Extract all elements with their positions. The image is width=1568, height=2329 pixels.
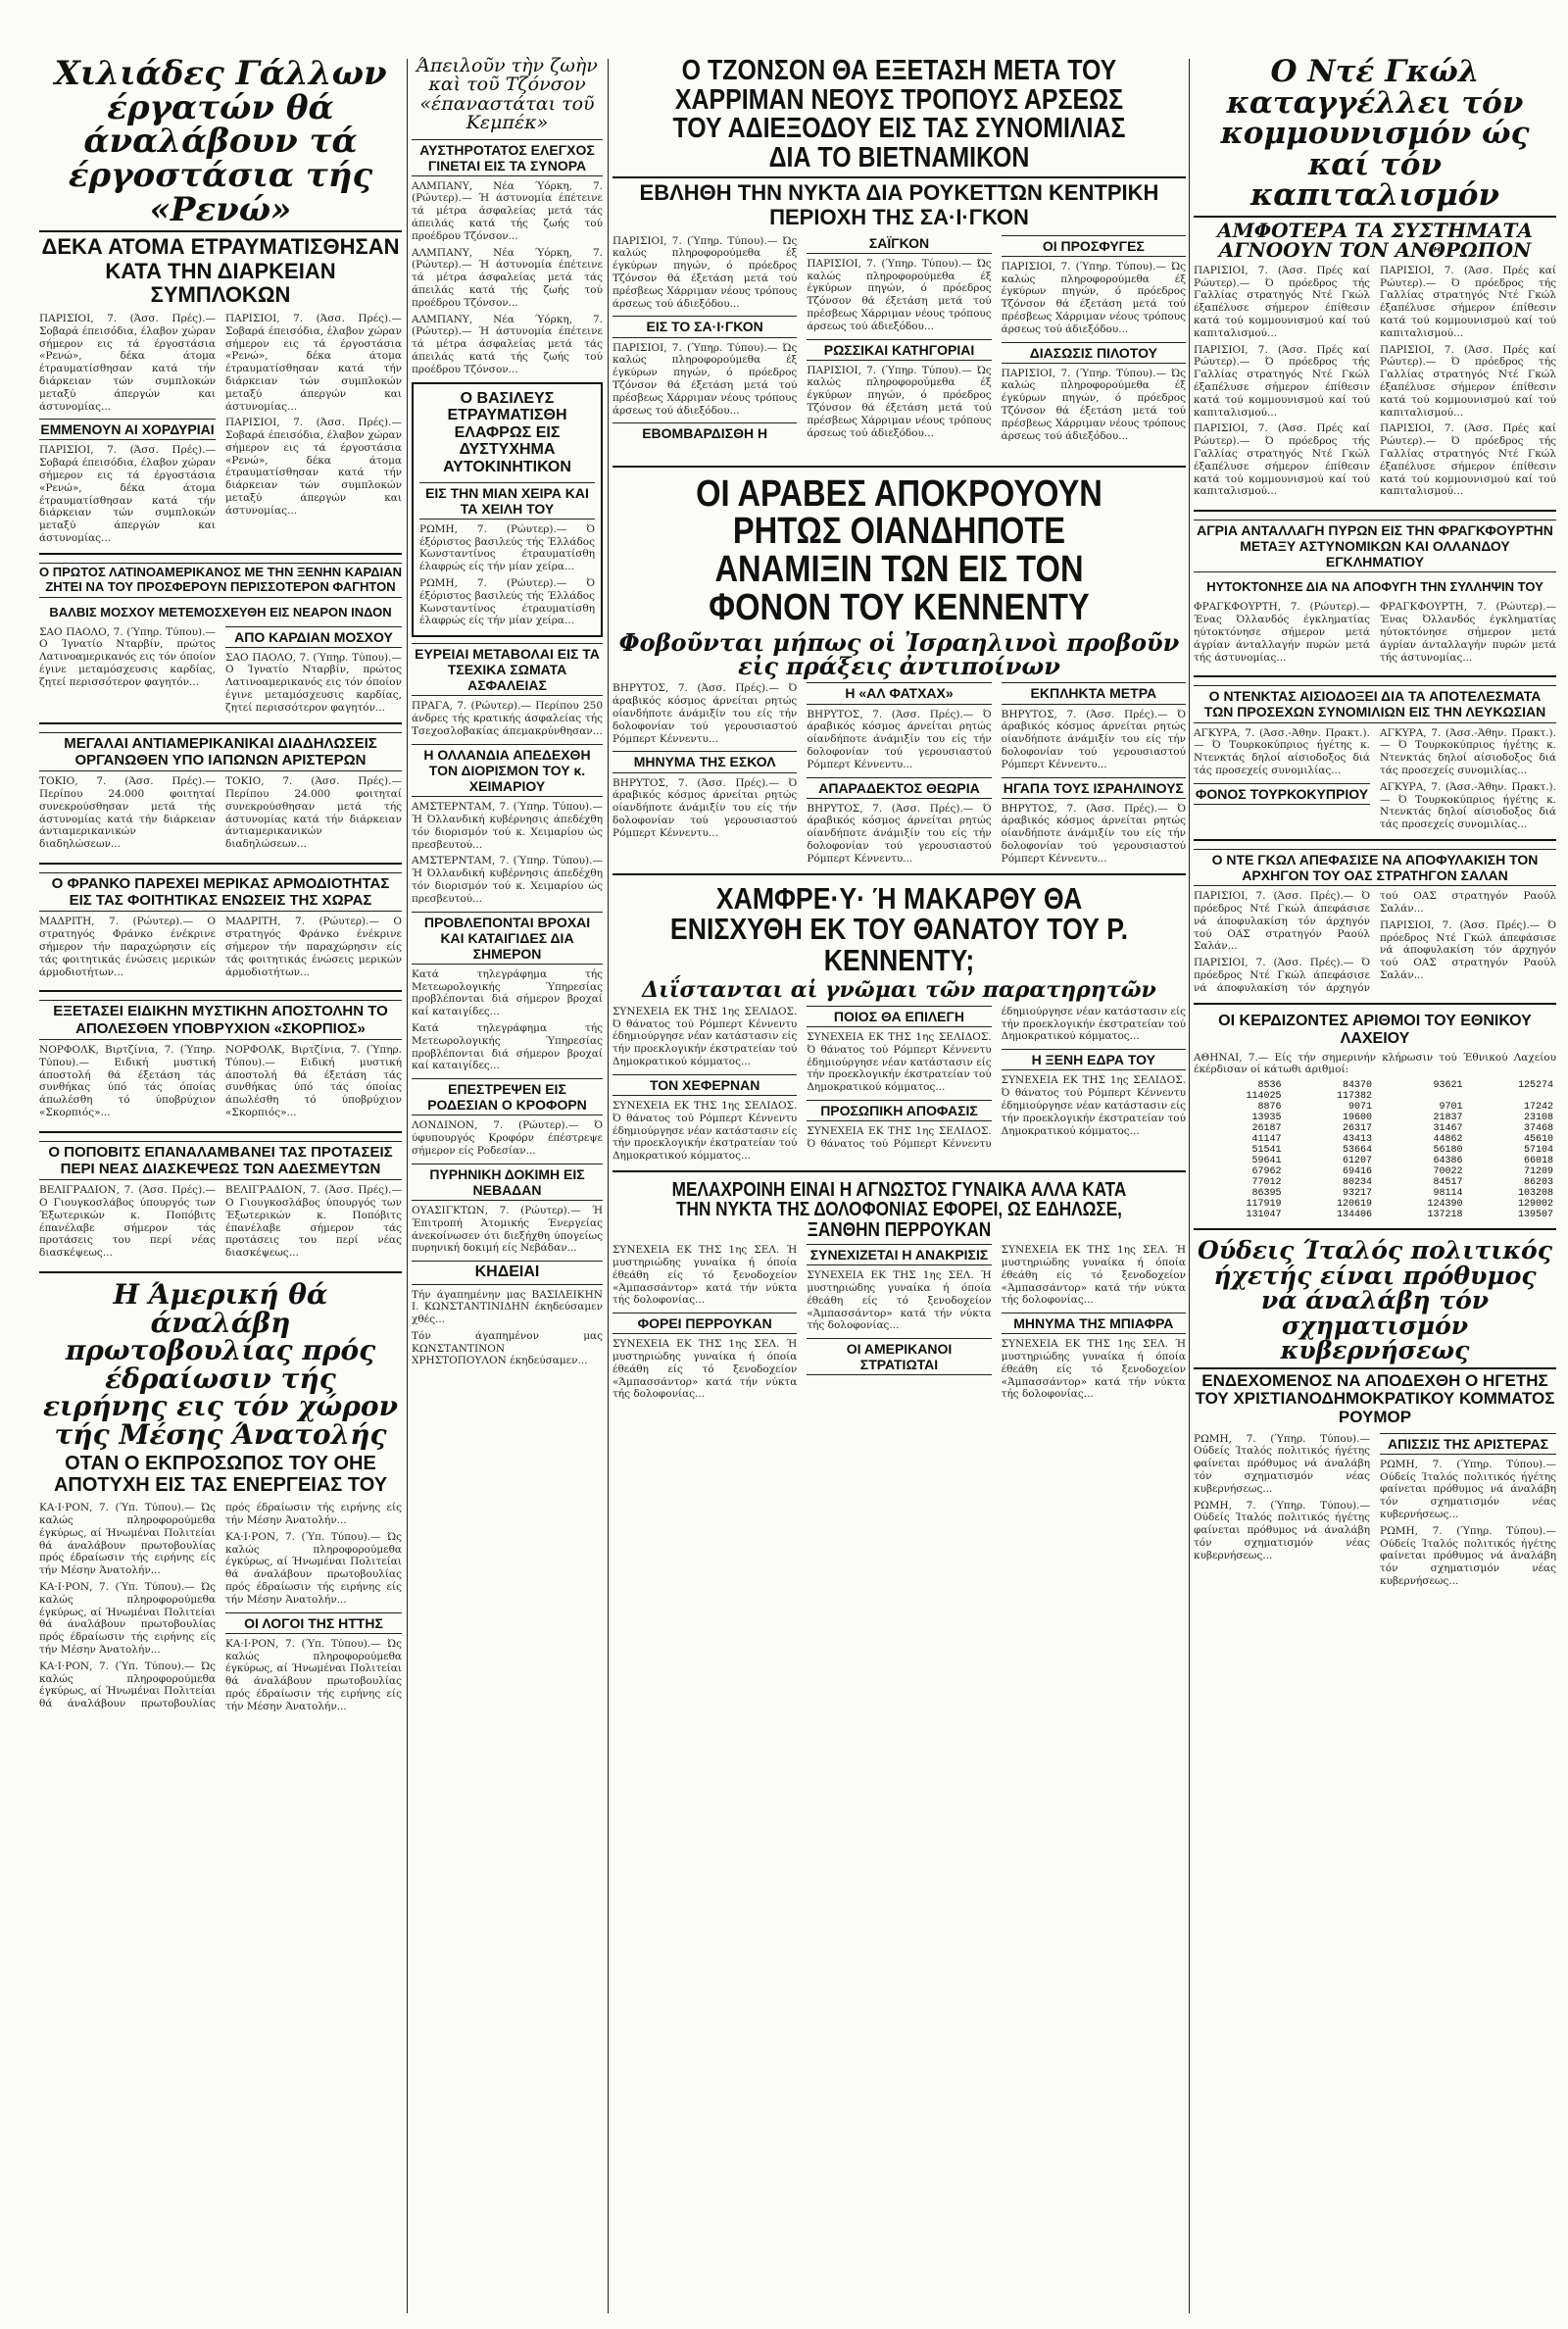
article-text: ΠΑΡΙΣΙΟΙ, 7. (Ύπηρ. Τύπου).— Ώς καλώς πληροφορούμεθα έξ έγκύρων πηγών, ό πρόεδρος Τζόνσον θά έξετάση μετά τού πρέσβεως Χάρριμαν νέους τρόπους άρσεως τού άδιεξόδου...: [612, 341, 798, 417]
subheadline: ΔΕΚΑ ΑΤΟΜΑ ΕΤΡΑΥΜΑΤΙΣΘΗΣΑΝ ΚΑΤΑ ΤΗΝ ΔΙΑΡΚΕΙΑΝ ΣΥΜΠΛΟΚΩΝ: [39, 230, 402, 307]
headline: Ο ΤΖΟΝΣΟΝ ΘΑ ΕΞΕΤΑΣΗ ΜΕΤΑ ΤΟΥ ΧΑΡΡΙΜΑΝ ΝΕΟΥΣ ΤΡΟΠΟΥΣ ΑΡΣΕΩΣ ΤΟΥ ΑΔΙΕΞΟΔΟΥ ΕΙΣ ΤΑΣ ΣΥΝΟΜΙΛΙΑΣ ΔΙΑ ΤΟ ΒΙΕΤΝΑΜΙΚΟΝ: [672, 55, 1126, 173]
article-text: ΣΥΝΕΧΕΙΑ ΕΚ ΤΗΣ 1ης ΣΕΛΙΔΟΣ. Ό θάνατος τού Ρόμπερτ Κέννεντυ έδημιούργησε νέαν κατάστασιν είς τήν προεκλογικήν έκστρατείαν τού Δημοκρατικού κόμματος...: [807, 1030, 992, 1094]
lottery-table: [1194, 1080, 1556, 1220]
lottery-number: 70022: [1433, 1166, 1463, 1178]
lottery-row: [1194, 1102, 1556, 1113]
lottery-number: 8876: [1257, 1102, 1282, 1114]
lottery-number: 86203: [1523, 1177, 1553, 1189]
article-text: ΠΑΡΙΣΙΟΙ, 7. (Άσσ. Πρές καί Ρώυτερ).— Ό πρόεδρος τής Γαλλίας στρατηγός Ντέ Γκώλ έξαπέλυσε σήμερον έπίθεσιν κατά τού κομμουνισμού καί τού καπιταλισμού...: [1194, 422, 1370, 498]
article-text: ΑΘΗΝΑΙ, 7.— Είς τήν σημερινήν κλήρωσιν τού Έθνικού Λαχείου έκέρδισαν οί κάτωθι άριθμοί:: [1194, 1051, 1556, 1076]
article-text: ΡΩΜΗ, 7. (Ρώυτερ).— Ό έξόριστος βασιλεύς τής Έλλάδος Κωνσταντίνος έτραυματίσθη έλαφρώς είς τήν μίαν χείρα...: [419, 522, 595, 573]
lottery-number: 120619: [1336, 1199, 1372, 1211]
column-rule: [608, 59, 609, 2313]
article-text: ΠΑΡΙΣΙΟΙ, 7. (Άσσ. Πρές).— Σοβαρά έπεισόδια, έλαβον χώραν σήμερον εις τά έργοστάσια «Ρενώ», δέκα άτομα έτραυματίσθησαν κατά τήν διάρκειαν τών συμπλοκών μεταξύ άπεργών και άστυνομίας...: [39, 444, 216, 544]
article-text: Κατά τηλεγράφημα τής Μετεωρολογικής Ύπηρεσίας προβλέπονται διά σήμερον βροχαί καί καταιγίδες...: [412, 1021, 603, 1072]
lottery-number: 134406: [1336, 1210, 1372, 1221]
lottery-number: 86395: [1251, 1188, 1282, 1200]
article-text: ΠΑΡΙΣΙΟΙ, 7. (Άσσ. Πρές καί Ρώυτερ).— Ό πρόεδρος τής Γαλλίας στρατηγός Ντέ Γκώλ έξαπέλυσε σήμερον έπίθεσιν κατά τού κομμουνισμού καί τού καπιταλισμού...: [1194, 343, 1370, 419]
lottery-number: 61207: [1342, 1156, 1372, 1167]
headline: Ο ΠΟΠΟΒΙΤΣ ΕΠΑΝΑΛΑΜΒΑΝΕΙ ΤΑΣ ΠΡΟΤΑΣΕΙΣ ΠΕΡΙ ΝΕΑΣ ΔΙΑΣΚΕΨΕΩΣ ΤΩΝ ΑΔΕΣΜΕΥΤΩΝ: [39, 1141, 402, 1181]
lottery-number: 93621: [1433, 1080, 1463, 1092]
article-text: ΣΥΝΕΧΕΙΑ ΕΚ ΤΗΣ 1ης ΣΕΛ. Ή μυστηριώδης γυναίκα ή όποία έθεάθη είς τό ξενοδοχείον «Άμπασσάντορ» κατά τήν νύκτα τής δολοφονίας...: [1001, 1338, 1186, 1401]
article-text: ΒΗΡΥΤΟΣ, 7. (Άσσ. Πρές).— Ό άραβικός κόσμος άρνείται ρητώς οίανδήποτε άνάμιξίν του είς τήν δολοφονίαν τού γερουσιαστού Ρόμπερτ Κέννεντυ...: [807, 802, 992, 865]
lottery-number: 67962: [1251, 1166, 1282, 1178]
article-text: Τήν άγαπημένην μας ΒΑΣΙΛΕΙΚΗΝ Ι. ΚΩΝΣΤΑΝΤΙΝΙΔΗΝ έκηδεύσαμεν χθές...: [412, 1288, 603, 1326]
article-text: ΒΗΡΥΤΟΣ, 7. (Άσσ. Πρές).— Ό άραβικός κόσμος άρνείται ρητώς οίανδήποτε άνάμιξίν του είς τήν δολοφονίαν τού γερουσιαστού Ρόμπερτ Κέννεντυ...: [807, 708, 992, 770]
column-2: [412, 57, 603, 1371]
lottery-number: 59641: [1251, 1156, 1282, 1167]
article-text: Κατά τηλεγράφημα τής Μετεωρολογικής Ύπηρεσίας προβλέπονται διά σήμερον βροχαί καί καταιγίδες...: [412, 967, 603, 1018]
lottery-number: 103208: [1517, 1188, 1553, 1200]
article-text: ΑΛΜΠΑΝΥ, Νέα Ύόρκη, 7. (Ρώυτερ).— Ή άστυνομία έπέτεινε τά μέτρα άσφαλείας μετά τάς άπειλάς κατά τής ζωής τού προέδρου Τζόνσον...: [412, 179, 603, 242]
article-text: ΣΥΝΕΧΕΙΑ ΕΚ ΤΗΣ 1ης ΣΕΛ. Ή μυστηριώδης γυναίκα ή όποία έθεάθη είς τό ξενοδοχείον «Άμπασσάντορ» κατά τήν νύκτα τής δολοφονίας...: [612, 1338, 798, 1401]
article-text: ΣΑΟ ΠΑΟΛΟ, 7. (Ύπηρ. Τύπου).— Ο Ίγνατίο Νταρβίν, πρώτος Λατινοαμερικανός εις τόν όποίον έγινε μεταμόσχευσις καρδίας, ζητεί περισσότερον φαγητόν...: [39, 625, 216, 688]
article-text: ΑΓΚΥΡΑ, 7. (Άσσ.-Άθην. Πρακτ.).— Ό Τουρκοκύπριος ήγέτης κ. Ντενκτάς δηλοί αίσιοδοξος διά τάς προσεχείς συνομιλίας...: [1380, 726, 1556, 776]
headline: ΕΞΕΤΑΣΕΙ ΕΙΔΙΚΗΝ ΜΥΣΤΙΚΗΝ ΑΠΟΣΤΟΛΗΝ ΤΟ ΑΠΟΛΕΣΘΕΝ ΥΠΟΒΡΥΧΙΟΝ «ΣΚΟΡΠΙΟΣ»: [39, 1000, 402, 1040]
subheadline: Φοβοῦνται μήπως οἱ Ἰσραηλινοὶ προβοῦν εἰς πράξεις ἀντιποίνων: [618, 627, 1180, 680]
lottery-row: [1194, 1188, 1556, 1199]
headline: Ο ΝΤΕΝΚΤΑΣ ΑΙΣΙΟΔΟΞΕΙ ΔΙΑ ΤΑ ΑΠΟΤΕΛΕΣΜΑΤΑ ΤΩΝ ΠΡΟΣΕΧΩΝ ΣΥΝΟΜΙΛΙΩΝ ΕΙΣ ΤΗΝ ΛΕΥΚΩΣΙΑΝ: [1194, 685, 1556, 722]
lottery-number: 57104: [1523, 1145, 1553, 1157]
headline: ΜΕΛΑΧΡΟΙΝΗ ΕΙΝΑΙ Η ΑΓΝΩΣΤΟΣ ΓΥΝΑΙΚΑ ΑΛΛΑ ΚΑΤΑ ΤΗΝ ΝΥΚΤΑ ΤΗΣ ΔΟΛΟΦΟΝΙΑΣ ΕΦΟΡΕΙ, ΩΣ ΕΔΗΛΩΣΕ, ΞΑΝΘΗΝ ΠΕΡΡΟΥΚΑΝ: [671, 1178, 1127, 1241]
article-text: ΠΑΡΙΣΙΟΙ, 7. (Άσσ. Πρές).— Σοβαρά έπεισόδια, έλαβον χώραν σήμερον εις τά έργοστάσια «Ρενώ», δέκα άτομα έτραυματίσθησαν κατά τήν διάρκειαν τών συμπλοκών μεταξύ άπεργών και άστυνομίας...: [225, 417, 402, 517]
lottery-number: 117382: [1336, 1091, 1372, 1103]
column-rule: [1189, 59, 1190, 2313]
article-text: ΣΥΝΕΧΕΙΑ ΕΚ ΤΗΣ 1ης ΣΕΛΙΔΟΣ. Ό θάνατος τού Ρόμπερτ Κέννεντυ έδημιούργησε νέαν κατάστασιν είς τήν προεκλογικήν έκστρατείαν τού Δημοκρατικού κόμματος...: [807, 1005, 1186, 1150]
article-text: ΒΗΡΥΤΟΣ, 7. (Άσσ. Πρές).— Ό άραβικός κόσμος άρνείται ρητώς οίανδήποτε άνάμιξίν του είς τήν δολοφονίαν τού γερουσιαστού Ρόμπερτ Κέννεντυ...: [1001, 708, 1186, 770]
subheadline: ΟΤΑΝ Ο ΕΚΠΡΟΣΩΠΟΣ ΤΟΥ ΟΗΕ ΑΠΟΤΥΧΗ ΕΙΣ ΤΑΣ ΕΝΕΡΓΕΙΑΣ ΤΟΥ: [53, 1453, 388, 1497]
subheadline: ΕΒΛΗΘΗ ΤΗΝ ΝΥΚΤΑ ΔΙΑ ΡΟΥΚΕΤΤΩΝ ΚΕΝΤΡΙΚΗ ΠΕΡΙΟΧΗ ΤΗΣ ΣΑ·Ι·ΓΚΟΝ: [612, 176, 1186, 228]
article-text: ΣΥΝΕΧΕΙΑ ΕΚ ΤΗΣ 1ης ΣΕΛΙΔΟΣ. Ό θάνατος τού Ρόμπερτ Κέννεντυ έδημιούργησε νέαν κατάστασιν είς τήν προεκλογικήν έκστρατείαν τού Δημοκρατικού κόμματος...: [612, 1005, 798, 1068]
column-rule: [407, 59, 408, 2313]
lottery-number: 8536: [1257, 1080, 1282, 1092]
lottery-number: 137218: [1427, 1210, 1463, 1221]
lottery-number: 44862: [1433, 1134, 1463, 1146]
subheadline: ΒΑΛΒΙΣ ΜΟΣΧΟΥ ΜΕΤΕΜΟΣΧΕΥΘΗ ΕΙΣ ΝΕΑΡΟΝ ΙΝΔΟΝ: [49, 604, 392, 619]
headline: Χιλιάδες Γάλλων έργατών θά άναλάβουν τά έργοστάσια τής «Ρενώ»: [54, 54, 387, 229]
article-text: ΠΑΡΙΣΙΟΙ, 7. (Ύπηρ. Τύπου).— Ώς καλώς πληροφορούμεθα έξ έγκύρων πηγών, ό πρόεδρος Τζόνσον θά έξετάση μετά τού πρέσβεως Χάρριμαν νέους τρόπους άρσεως τού άδιεξόδου...: [1001, 367, 1186, 442]
article-text: ΜΑΔΡΙΤΗ, 7. (Ρώυτερ).— Ο στρατηγός Φράνκο ένέκρινε σήμερον τήν παραχώρησιν είς τάς φοιτητικάς ένώσεις μερικών άρμοδιοτήτων...: [39, 916, 216, 978]
lottery-number: 71209: [1523, 1166, 1553, 1178]
headline: ΧΑΜΦΡΕ·Υ· Ή ΜΑΚΑΡΘΥ ΘΑ ΕΝΙΣΧΥΘΗ ΕΚ ΤΟΥ ΘΑΝΑΤΟΥ ΤΟΥ Ρ. ΚΕΝΝΕΝΤΥ;: [669, 880, 1129, 977]
lottery-number: 80234: [1342, 1177, 1372, 1189]
article-text: ΣΥΝΕΧΕΙΑ ΕΚ ΤΗΣ 1ης ΣΕΛ. Ή μυστηριώδης γυναίκα ή όποία έθεάθη είς τό ξενοδοχείον «Άμπασσάντορ» κατά τήν νύκτα τής δολοφονίας...: [612, 1244, 798, 1307]
section-heading: ΟΙ ΛΟΓΟΙ ΤΗΣ ΗΤΤΗΣ: [225, 1612, 402, 1634]
article-text: ΑΜΣΤΕΡΝΤΑΜ, 7. (Ύπηρ. Τύπου).— Ή Όλλανδική κυβέρνησις άπεδέχθη τόν διορισμόν τού κ. Χειμαρίου ώς πρεσβευτού...: [412, 855, 603, 905]
article-text: ΠΑΡΙΣΙΟΙ, 7. (Άσσ. Πρές).— Ό πρόεδρος Ντέ Γκώλ άπεφάσισε νά άποφυλακίση τόν άρχηγόν τού ΟΑΣ στρατηγόν Ραούλ Σαλάν...: [1194, 890, 1556, 994]
headline: Ο ΦΡΑΝΚΟ ΠΑΡΕΧΕΙ ΜΕΡΙΚΑΣ ΑΡΜΟΔΙΟΤΗΤΑΣ ΕΙΣ ΤΑΣ ΦΟΙΤΗΤΙΚΑΣ ΕΝΩΣΕΙΣ ΤΗΣ ΧΩΡΑΣ: [39, 872, 402, 913]
article-text: ΚΑ·Ι·ΡΟΝ, 7. (Ύπ. Τύπου).— Ώς καλώς πληροφορούμεθα έγκύρως, αί Ήνωμέναι Πολιτείαι θά άναλάβουν πρωτοβουλίας πρός έδραίωσιν τής ειρήνης είς τήν Μέσην Άνατολήν...: [39, 1581, 216, 1657]
lottery-number: 41147: [1251, 1134, 1282, 1146]
lottery-number: 117919: [1246, 1199, 1282, 1211]
section-heading: ΟΙ ΑΜΕΡΙΚΑΝΟΙ ΣΤΡΑΤΙΩΤΑΙ: [807, 1338, 991, 1375]
article-text: ΡΩΜΗ, 7. (Ύπηρ. Τύπου).— Ούδείς Ίταλός πολιτικός ήγέτης φαίνεται πρόθυμος νά άναλάβη τόν σχηματισμόν νέας κυβερνήσεως...: [1194, 1432, 1370, 1495]
article-text: ΠΑΡΙΣΙΟΙ, 7. (Άσσ. Πρές).— Σοβαρά έπεισόδια, έλαβον χώραν σήμερον εις τά έργοστάσια «Ρενώ», δέκα άτομα έτραυματίσθησαν κατά τήν διάρκειαν τών συμπλοκών μεταξύ άπεργών και άστυνομίας...: [225, 312, 402, 413]
lottery-number: 17242: [1523, 1102, 1553, 1114]
article-text: ΒΕΛΙΓΡΑΔΙΟΝ, 7. (Άσσ. Πρές).— Ο Γιουγκοσλάβος ύπουργός των Έξωτερικών κ. Ποπόβιτς έπανέλαβε σήμερον τάς προτάσεις του περί νέας διασκέψεως...: [39, 1184, 216, 1260]
lottery-number: [1375, 1091, 1466, 1102]
article-text: ΠΑΡΙΣΙΟΙ, 7. (Ύπηρ. Τύπου).— Ώς καλώς πληροφορούμεθα έξ έγκύρων πηγών, ό πρόεδρος Τζόνσον θά έξετάση μετά τού πρέσβεως Χάρριμαν νέους τρόπους άρσεως τού άδιεξόδου...: [807, 257, 992, 332]
lottery-row: [1194, 1210, 1556, 1220]
article-text: ΑΛΜΠΑΝΥ, Νέα Ύόρκη, 7. (Ρώυτερ).— Ή άστυνομία έπέτεινε τά μέτρα άσφαλείας μετά τάς άπειλάς κατά τής ζωής τού προέδρου Τζόνσον...: [412, 313, 603, 375]
article-text: ΠΡΑΓΑ, 7. (Ρώυτερ).— Περίπου 250 άνδρες τής κρατικής άσφαλείας τής Τσεχοσλοβακίας άπεμακρύνθησαν...: [412, 700, 603, 738]
section-heading: ΡΩΣΣΙΚΑΙ ΚΑΤΗΓΟΡΙΑΙ: [807, 339, 991, 361]
section-heading: ΣΥΝΕΧΙΖΕΤΑΙ Η ΑΝΑΚΡΙΣΙΣ: [807, 1244, 991, 1265]
article-text: ΣΑΟ ΠΑΟΛΟ, 7. (Ύπηρ. Τύπου).— Ο Ίγνατίο Νταρβίν, πρώτος Λατινοαμερικανός εις τόν όποίον έγινε μεταμόσχευσις καρδίας, ζητεί περισσότερον φαγητόν...: [225, 651, 402, 714]
lottery-row: [1194, 1134, 1556, 1145]
article-text: ΑΓΚΥΡΑ, 7. (Άσσ.-Άθην. Πρακτ.).— Ό Τουρκοκύπριος ήγέτης κ. Ντενκτάς δηλοί αίσιοδοξος διά τάς προσεχείς συνομιλίας...: [1380, 780, 1556, 831]
lottery-number: 114025: [1246, 1091, 1282, 1103]
lottery-row: [1194, 1156, 1556, 1166]
headline: ΟΙ ΑΡΑΒΕΣ ΑΠΟΚΡΟΥΟΥΝ ΡΗΤΩΣ ΟΙΑΝΔΗΠΟΤΕ ΑΝΑΜΙΞΙΝ ΤΩΝ ΕΙΣ ΤΟΝ ΦΟΝΟΝ ΤΟΥ ΚΕΝΝΕΝΤΥ: [696, 472, 1102, 628]
section-heading: ΑΠΑΡΑΔΕΚΤΟΣ ΘΕΩΡΙΑ: [807, 777, 991, 799]
article-text: ΚΑ·Ι·ΡΟΝ, 7. (Ύπ. Τύπου).— Ώς καλώς πληροφορούμεθα έγκύρως, αί Ήνωμέναι Πολιτείαι θά άναλάβουν πρωτοβουλίας πρός έδραίωσιν τής ειρήνης είς τήν Μέσην Άνατολήν...: [225, 1637, 402, 1712]
section-heading: Η «ΑΛ ΦΑΤΧΑΧ»: [807, 682, 991, 704]
headline: ΕΥΡΕΙΑΙ ΜΕΤΑΒΟΛΑΙ ΕΙΣ ΤΑ ΤΣΕΧΙΚΑ ΣΩΜΑΤΑ ΑΣΦΑΛΕΙΑΣ: [412, 643, 603, 696]
article-text: ΣΥΝΕΧΕΙΑ ΕΚ ΤΗΣ 1ης ΣΕΛΙΔΟΣ. Ό θάνατος τού Ρόμπερτ Κέννεντυ έδημιούργησε νέαν κατάστασιν είς τήν προεκλογικήν έκστρατείαν τού Δημοκρατικού κόμματος...: [1001, 1074, 1186, 1137]
article-text: ΒΕΛΙΓΡΑΔΙΟΝ, 7. (Άσσ. Πρές).— Ο Γιουγκοσλάβος ύπουργός των Έξωτερικών κ. Ποπόβιτς έπανέλαβε σήμερον τάς προτάσεις του περί νέας διασκέψεως...: [225, 1184, 402, 1260]
headline: ΑΓΡΙΑ ΑΝΤΑΛΛΑΓΗ ΠΥΡΩΝ ΕΙΣ ΤΗΝ ΦΡΑΓΚΦΟΥΡΤΗΝ ΜΕΤΑΞΥ ΑΣΤΥΝΟΜΙΚΩΝ ΚΑΙ ΟΛΛΑΝΔΟΥ ΕΓΚΛΗΜΑΤΙΟΥ: [1194, 520, 1556, 572]
lottery-number: 26317: [1342, 1123, 1372, 1135]
section-heading: ΔΙΑΣΩΣΙΣ ΠΙΛΟΤΟΥ: [1002, 342, 1186, 364]
subheadline: ΗΥΤΟΚΤΟΝΗΣΕ ΔΙΑ ΝΑ ΑΠΟΦΥΓΗ ΤΗΝ ΣΥΛΛΗΨΙΝ ΤΟΥ: [1206, 579, 1544, 595]
section-heading: Η ΞΕΝΗ ΕΔΡΑ ΤΟΥ: [1002, 1049, 1186, 1070]
article-text: ΛΟΝΔΙΝΟΝ, 7. (Ρώυτερ).— Ό ύφυπουργός Κροφόρν έπέστρεψε σήμερον είς Ροδεσίαν...: [412, 1119, 603, 1157]
article-text: ΚΑ·Ι·ΡΟΝ, 7. (Ύπ. Τύπου).— Ώς καλώς πληροφορούμεθα έγκύρως, αί Ήνωμέναι Πολιτείαι θά άναλάβουν πρωτοβουλίας πρός έδραίωσιν τής ειρήνης είς τήν Μέσην Άνατολήν...: [39, 1502, 216, 1577]
lottery-row: [1194, 1177, 1556, 1188]
headline: ΜΕΓΑΛΑΙ ΑΝΤΙΑΜΕΡΙΚΑΝΙΚΑΙ ΔΙΑΔΗΛΩΣΕΙΣ ΟΡΓΑΝΩΘΕΝ ΥΠΟ ΙΑΠΩΝΩΝ ΑΡΙΣΤΕΡΩΝ: [39, 732, 402, 772]
article-text: ΠΑΡΙΣΙΟΙ, 7. (Άσσ. Πρές).— Σοβαρά έπεισόδια, έλαβον χώραν σήμερον εις τά έργοστάσια «Ρενώ», δέκα άτομα έτραυματίσθησαν κατά τήν διάρκειαν τών συμπλοκών μεταξύ άπεργών και άστυνομίας...: [39, 312, 216, 413]
article-text: ΡΩΜΗ, 7. (Ύπηρ. Τύπου).— Ούδείς Ίταλός πολιτικός ήγέτης φαίνεται πρόθυμος νά άναλάβη τόν σχηματισμόν νέας κυβερνήσεως...: [1380, 1458, 1556, 1520]
lottery-number: 84517: [1433, 1177, 1463, 1189]
section-heading: ΑΠΟ ΚΑΡΔΙΑΝ ΜΟΣΧΟΥ: [225, 626, 402, 648]
subheadline: ΑΜΦΟΤΕΡΑ ΤΑ ΣΥΣΤΗΜΑΤΑ ΑΓΝΟΟΥΝ ΤΟΝ ΑΝΘΡΩΠΟΝ: [1194, 216, 1556, 261]
article-text: ΡΩΜΗ, 7. (Ρώυτερ).— Ό έξόριστος βασιλεύς τής Έλλάδος Κωνσταντίνος έτραυματίσθη έλαφρώς είς τήν μίαν χείρα...: [419, 576, 595, 627]
subheadline: ΕΝΔΕΧΟΜΕΝΟΣ ΝΑ ΑΠΟΔΕΧΘΗ Ο ΗΓΕΤΗΣ ΤΟΥ ΧΡΙΣΤΙΑΝΟΔΗΜΟΚΡΑΤΙΚΟΥ ΚΟΜΜΑΤΟΣ ΡΟΥΜΟΡ: [1194, 1367, 1556, 1427]
lottery-number: 9701: [1439, 1102, 1463, 1114]
headline: Η ΟΛΛΑΝΔΙΑ ΑΠΕΔΕΧΘΗ ΤΟΝ ΔΙΟΡΙΣΜΟΝ ΤΟΥ κ. ΧΕΙΜΑΡΙΟΥ: [412, 744, 603, 797]
section-heading: ΟΙ ΠΡΟΣΦΥΓΕΣ: [1002, 235, 1186, 257]
article-text: ΠΑΡΙΣΙΟΙ, 7. (Άσσ. Πρές καί Ρώυτερ).— Ό πρόεδρος τής Γαλλίας στρατηγός Ντέ Γκώλ έξαπέλυσε σήμερον έπίθεσιν κατά τού κομμουνισμού καί τού καπιταλισμού...: [1380, 264, 1556, 339]
headline: ΕΠΕΣΤΡΕΨΕΝ ΕΙΣ ΡΟΔΕΣΙΑΝ Ο ΚΡΟΦΟΡΝ: [412, 1078, 603, 1115]
column-4: [1194, 54, 1556, 1588]
lottery-number: 21837: [1433, 1113, 1463, 1124]
article-text: ΦΡΑΓΚΦΟΥΡΤΗ, 7. (Ρώυτερ).— Ένας Όλλανδός έγκληματίας ηύτοκτόνησε σήμερον μετά άγρίαν άνταλλαγήν πυρών μετά τής άστυνομίας...: [1194, 601, 1370, 664]
headline: Ο Ντέ Γκώλ καταγγέλλει τόν κομμουνισμόν ώς καί τόν καπιταλισμόν: [1220, 54, 1530, 214]
section-heading: ΕΒΟΜΒΑΡΔΙΣΘΗ Η ΣΑΪΓΚΟΝ: [612, 235, 992, 458]
article-text: ΜΑΔΡΙΤΗ, 7. (Ρώυτερ).— Ο στρατηγός Φράνκο ένέκρινε σήμερον τήν παραχώρησιν είς τάς φοιτητικάς ένώσεις μερικών άρμοδιοτήτων...: [225, 916, 402, 978]
section-heading: ΕΙΣ ΤΟ ΣΑ·Ι·ΓΚΟΝ: [612, 316, 797, 337]
lottery-number: 9071: [1348, 1102, 1372, 1114]
lottery-number: 19600: [1342, 1113, 1372, 1124]
lottery-number: 64386: [1433, 1156, 1463, 1167]
section-heading: ΕΜΜΕΝΟΥΝ ΑΙ ΧΟΡΔΥΡΙΑΙ: [39, 419, 216, 440]
article-text: ΒΗΡΥΤΟΣ, 7. (Άσσ. Πρές).— Ό άραβικός κόσμος άρνείται ρητώς οίανδήποτε άνάμιξίν του είς τήν δολοφονίαν τού γερουσιαστού Ρόμπερτ Κέννεντυ...: [612, 776, 798, 839]
section-heading: ΤΟΝ ΧΕΦΕΡΝΑΝ: [612, 1074, 797, 1096]
article-text: ΤΟΚΙΟ, 7. (Άσσ. Πρές).— Περίπου 24.000 φοιτηταί συνεκρούσθησαν μετά τής άστυνομίας κατά τήν διάρκειαν άντιαμερικανικών διαδηλώσεων...: [225, 775, 402, 851]
headline: ΠΥΡΗΝΙΚΗ ΔΟΚΙΜΗ ΕΙΣ ΝΕΒΑΔΑΝ: [412, 1164, 603, 1201]
article-text: ΠΑΡΙΣΙΟΙ, 7. (Ύπηρ. Τύπου).— Ώς καλώς πληροφορούμεθα έξ έγκύρων πηγών, ό πρόεδρος Τζόνσον θά έξετάση μετά τού πρέσβεως Χάρριμαν νέους τρόπους άρσεως τού άδιεξόδου...: [807, 364, 992, 439]
column-1: [39, 54, 402, 1713]
article-text: ΒΗΡΥΤΟΣ, 7. (Άσσ. Πρές).— Ό άραβικός κόσμος άρνείται ρητώς οίανδήποτε άνάμιξίν του είς τήν δολοφονίαν τού γερουσιαστού Ρόμπερτ Κέννεντυ...: [1001, 802, 1186, 865]
lottery-number: 56180: [1433, 1145, 1463, 1157]
article-text: ΠΑΡΙΣΙΟΙ, 7. (Άσσ. Πρές).— Ό πρόεδρος Ντέ Γκώλ άπεφάσισε νά άποφυλακίση τόν άρχηγόν τού ΟΑΣ στρατηγόν Ραούλ Σαλάν...: [1380, 918, 1556, 981]
lottery-number: 77012: [1251, 1177, 1282, 1189]
lottery-row: [1194, 1091, 1556, 1102]
lottery-number: 131047: [1246, 1210, 1282, 1221]
lottery-number: 93217: [1342, 1188, 1372, 1200]
section-heading: ΜΗΝΥΜΑ ΤΗΣ ΕΣΚΟΛ: [612, 751, 797, 772]
subheadline: ΑΥΣΤΗΡΟΤΑΤΟΣ ΕΛΕΓΧΟΣ ΓΙΝΕΤΑΙ ΕΙΣ ΤΑ ΣΥΝΟΡΑ: [412, 139, 603, 176]
article-text: ΠΑΡΙΣΙΟΙ, 7. (Ύπηρ. Τύπου).— Ώς καλώς πληροφορούμεθα έξ έγκύρων πηγών, ό πρόεδρος Τζόνσον θά έξετάση μετά τού πρέσβεως Χάρριμαν νέους τρόπους άρσεως τού άδιεξόδου...: [612, 234, 798, 310]
lottery-row: [1194, 1199, 1556, 1210]
lottery-row: [1194, 1113, 1556, 1123]
lottery-number: 37468: [1523, 1123, 1553, 1135]
lottery-row: [1194, 1145, 1556, 1156]
lottery-number: 45610: [1523, 1134, 1553, 1146]
article-text: ΚΑ·Ι·ΡΟΝ, 7. (Ύπ. Τύπου).— Ώς καλώς πληροφορούμεθα έγκύρως, αί Ήνωμέναι Πολιτείαι θά άναλάβουν πρωτοβουλίας πρός έδραίωσιν τής ειρήνης είς τήν Μέσην Άνατολήν...: [39, 1502, 402, 1710]
lottery-heading: ΟΙ ΚΕΡΔΙΖΟΝΤΕΣ ΑΡΙΘΜΟΙ ΤΟΥ ΕΘΝΙΚΟΥ ΛΑΧΕΙΟΥ: [1218, 1012, 1532, 1047]
lottery-number: 84370: [1342, 1080, 1372, 1092]
article-text: ΑΜΣΤΕΡΝΤΑΜ, 7. (Ύπηρ. Τύπου).— Ή Όλλανδική κυβέρνησις άπεδέχθη τόν διορισμόν τού κ. Χειμαρίου ώς πρεσβευτού...: [412, 801, 603, 851]
article-text: ΣΥΝΕΧΕΙΑ ΕΚ ΤΗΣ 1ης ΣΕΛ. Ή μυστηριώδης γυναίκα ή όποία έθεάθη είς τό ξενοδοχείον «Άμπασσάντορ» κατά τήν νύκτα τής δολοφονίας...: [1001, 1244, 1186, 1307]
lottery-number: 69416: [1342, 1166, 1372, 1178]
article-text: ΝΟΡΦΟΛΚ, Βιρτζίνια, 7. (Ύπηρ. Τύπου).— Ειδική μυστική άποστολή θά έξετάση τάς συνθήκας ύπό τάς όποίας άπωλέσθη τό ύποβρύχιον «Σκορπιός»...: [225, 1043, 402, 1118]
headline: Ο ΒΑΣΙΛΕΥΣ ΕΤΡΑΥΜΑΤΙΣΘΗ ΕΛΑΦΡΩΣ ΕΙΣ ΔΥΣΤΥΧΗΜΑ ΑΥΤΟΚΙΝΗΤΙΚΟΝ: [443, 389, 571, 476]
article-text: Τόν άγαπημένον μας ΚΩΝΣΤΑΝΤΙΝΟΝ ΧΡΗΣΤΟΠΟΥΛΟΝ έκηδεύσαμεν...: [412, 1329, 603, 1367]
section-heading: ΦΟΝΟΣ ΤΟΥΡΚΟΚΥΠΡΙΟΥ: [1194, 783, 1370, 805]
lottery-row: [1194, 1166, 1556, 1177]
article-text: ΦΡΑΓΚΦΟΥΡΤΗ, 7. (Ρώυτερ).— Ένας Όλλανδός έγκληματίας ηύτοκτόνησε σήμερον μετά άγρίαν άνταλλαγήν πυρών μετά τής άστυνομίας...: [1380, 601, 1556, 664]
section-heading: ΕΚΠΛΗΚΤΑ ΜΕΤΡΑ: [1002, 682, 1186, 704]
lottery-number: [1466, 1091, 1557, 1102]
lottery-number: 98114: [1433, 1188, 1463, 1200]
article-text: ΒΗΡΥΤΟΣ, 7. (Άσσ. Πρές).— Ό άραβικός κόσμος άρνείται ρητώς οίανδήποτε άνάμιξίν του είς τήν δολοφονίαν τού γερουσιαστού Ρόμπερτ Κέννεντυ...: [612, 682, 798, 745]
article-text: ΣΥΝΕΧΕΙΑ ΕΚ ΤΗΣ 1ης ΣΕΛΙΔΟΣ. Ό θάνατος τού Ρόμπερτ Κέννεντυ έδημιούργησε νέαν κατάστασιν είς τήν προεκλογικήν έκστρατείαν τού Δημοκρατικού κόμματος...: [612, 1099, 798, 1163]
headline: Η Άμερική θά άναλάβη πρωτοβουλίας πρός έδραίωσιν τής ειρήνης εις τόν χώρον τής Μέσης Άνατολής: [43, 1277, 398, 1451]
article-text: ΑΛΜΠΑΝΥ, Νέα Ύόρκη, 7. (Ρώυτερ).— Ή άστυνομία έπέτεινε τά μέτρα άσφαλείας μετά τάς άπειλάς κατά τής ζωής τού προέδρου Τζόνσον...: [412, 246, 603, 309]
headline: Ο ΠΡΩΤΟΣ ΛΑΤΙΝΟΑΜΕΡΙΚΑΝΟΣ ΜΕ ΤΗΝ ΞΕΝΗΝ ΚΑΡΔΙΑΝ ΖΗΤΕΙ ΝΑ ΤΟΥ ΠΡΟΣΦΕΡΟΥΝ ΠΕΡΙΣΣΟΤΕΡΟΝ ΦΑΓΗΤΟΝ: [39, 563, 402, 598]
lottery-row: [1194, 1080, 1556, 1091]
article-text: ΠΑΡΙΣΙΟΙ, 7. (Άσσ. Πρές καί Ρώυτερ).— Ό πρόεδρος τής Γαλλίας στρατηγός Ντέ Γκώλ έξαπέλυσε σήμερον έπίθεσιν κατά τού κομμουνισμού καί τού καπιταλισμού...: [1194, 264, 1370, 339]
headline: ΠΡΟΒΛΕΠΟΝΤΑΙ ΒΡΟΧΑΙ ΚΑΙ ΚΑΤΑΙΓΙΔΕΣ ΔΙΑ ΣΗΜΕΡΟΝ: [412, 912, 603, 965]
lottery-number: 124390: [1427, 1199, 1463, 1211]
article-text: ΠΑΡΙΣΙΟΙ, 7. (Άσσ. Πρές καί Ρώυτερ).— Ό πρόεδρος τής Γαλλίας στρατηγός Ντέ Γκώλ έξαπέλυσε σήμερον έπίθεσιν κατά τού κομμουνισμού καί τού καπιταλισμού...: [1380, 343, 1556, 419]
article-text: ΟΥΑΣΙΓΚΤΩΝ, 7. (Ρώυτερ).— Ή Έπιτροπή Άτομικής Ένεργείας άνεκοίνωσεν ότι διεξήχθη ύπογείως πυρηνική δοκιμή είς Νεβάδαν...: [412, 1204, 603, 1255]
lottery-number: 66018: [1523, 1156, 1553, 1167]
article-text: ΠΑΡΙΣΙΟΙ, 7. (Άσσ. Πρές καί Ρώυτερ).— Ό πρόεδρος τής Γαλλίας στρατηγός Ντέ Γκώλ έξαπέλυσε σήμερον έπίθεσιν κατά τού κομμουνισμού καί τού καπιταλισμού...: [1380, 422, 1556, 498]
lottery-number: 129002: [1517, 1199, 1553, 1211]
section-heading: ΠΟΙΟΣ ΘΑ ΕΠΙΛΕΓΗ: [807, 1006, 991, 1027]
lottery-number: 53664: [1342, 1145, 1372, 1157]
section-heading: ΑΠΙΣΣΙΣ ΤΗΣ ΑΡΙΣΤΕΡΑΣ: [1380, 1433, 1556, 1455]
subheadline: Διΐστανται αἱ γνῶμαι τῶν παρατηρητῶν: [642, 977, 1156, 1004]
lottery-number: 13935: [1251, 1113, 1282, 1124]
lottery-number: 125274: [1517, 1080, 1553, 1092]
lottery-number: 26187: [1251, 1123, 1282, 1135]
headline: Ο ΝΤΕ ΓΚΩΛ ΑΠΕΦΑΣΙΣΕ ΝΑ ΑΠΟΦΥΛΑΚΙΣΗ ΤΟΝ ΑΡΧΗΓΟΝ ΤΟΥ ΟΑΣ ΣΤΡΑΤΗΓΟΝ ΣΑΛΑΝ: [1194, 849, 1556, 886]
article-text: ΑΓΚΥΡΑ, 7. (Άσσ.-Άθην. Πρακτ.).— Ό Τουρκοκύπριος ήγέτης κ. Ντενκτάς δηλοί αίσιοδοξος διά τάς προσεχείς συνομιλίας...: [1194, 726, 1370, 776]
section-heading: ΗΓΑΠΑ ΤΟΥΣ ΙΣΡΑΗΛΙΝΟΥΣ: [1002, 777, 1186, 799]
subheadline: ΕΙΣ ΤΗΝ ΜΙΑΝ ΧΕΙΡΑ ΚΑΙ ΤΑ ΧΕΙΛΗ ΤΟΥ: [419, 482, 595, 520]
article-text: ΝΟΡΦΟΛΚ, Βιρτζίνια, 7. (Ύπηρ. Τύπου).— Ειδική μυστική άποστολή θά έξετάση τάς συνθήκας ύπό τάς όποίας άπωλέσθη τό ύποβρύχιον «Σκορπιός»...: [39, 1043, 216, 1118]
lottery-number: 51541: [1251, 1145, 1282, 1157]
lottery-number: 139507: [1517, 1210, 1553, 1221]
lottery-row: [1194, 1123, 1556, 1134]
article-text: ΠΑΡΙΣΙΟΙ, 7. (Ύπηρ. Τύπου).— Ώς καλώς πληροφορούμεθα έξ έγκύρων πηγών, ό πρόεδρος Τζόνσον θά έξετάση μετά τού πρέσβεως Χάρριμαν νέους τρόπους άρσεως τού άδιεξόδου...: [1001, 260, 1186, 335]
article-text: ΣΥΝΕΧΕΙΑ ΕΚ ΤΗΣ 1ης ΣΕΛ. Ή μυστηριώδης γυναίκα ή όποία έθεάθη είς τό ξενοδοχείον «Άμπασσάντορ» κατά τήν νύκτα τής δολοφονίας...: [807, 1269, 992, 1332]
column-3: [612, 57, 1186, 1401]
lottery-number: 43413: [1342, 1134, 1372, 1146]
headline: ΚΗΔΕΙΑΙ: [412, 1261, 603, 1284]
article-text: ΚΑ·Ι·ΡΟΝ, 7. (Ύπ. Τύπου).— Ώς καλώς πληροφορούμεθα έγκύρως, αί Ήνωμέναι Πολιτείαι θά άναλάβουν πρωτοβουλίας πρός έδραίωσιν τής ειρήνης είς τήν Μέσην Άνατολήν...: [225, 1530, 402, 1606]
article-text: ΠΑΡΙΣΙΟΙ, 7. (Άσσ. Πρές).— Ό πρόεδρος Ντέ Γκώλ άπεφάσισε νά άποφυλακίση τόν άρχηγόν τού ΟΑΣ στρατηγόν Ραούλ Σαλάν...: [1194, 890, 1370, 953]
section-heading: ΦΟΡΕΙ ΠΕΡΡΟΥΚΑΝ: [612, 1313, 797, 1334]
lottery-number: 31467: [1433, 1123, 1463, 1135]
headline: Άπειλοῦν τὴν ζωὴν καὶ τοῦ Τζόνσον «έπαναστάται τοῦ Κεμπέκ»: [416, 55, 598, 134]
section-heading: ΜΗΝΥΜΑ ΤΗΣ ΜΠΙΑΦΡΑ: [1002, 1313, 1186, 1334]
article-text: ΡΩΜΗ, 7. (Ύπηρ. Τύπου).— Ούδείς Ίταλός πολιτικός ήγέτης φαίνεται πρόθυμος νά άναλάβη τόν σχηματισμόν νέας κυβερνήσεως...: [1380, 1524, 1556, 1587]
section-heading: ΠΡΟΣΩΠΙΚΗ ΑΠΟΦΑΣΙΣ: [807, 1100, 991, 1121]
article-text: ΤΟΚΙΟ, 7. (Άσσ. Πρές).— Περίπου 24.000 φοιτηταί συνεκρούσθησαν μετά τής άστυνομίας κατά τήν διάρκειαν άντιαμερικανικών διαδηλώσεων...: [39, 775, 216, 851]
lottery-number: 23108: [1523, 1113, 1553, 1124]
article-text: ΡΩΜΗ, 7. (Ύπηρ. Τύπου).— Ούδείς Ίταλός πολιτικός ήγέτης φαίνεται πρόθυμος νά άναλάβη τόν σχηματισμόν νέας κυβερνήσεως...: [1194, 1499, 1370, 1561]
headline: Ούδεις Ίταλός πολιτικός ήχετής είναι πρόθυμος νά άναλάβη τόν σχηματισμόν κυβερνήσεως: [1198, 1236, 1552, 1365]
